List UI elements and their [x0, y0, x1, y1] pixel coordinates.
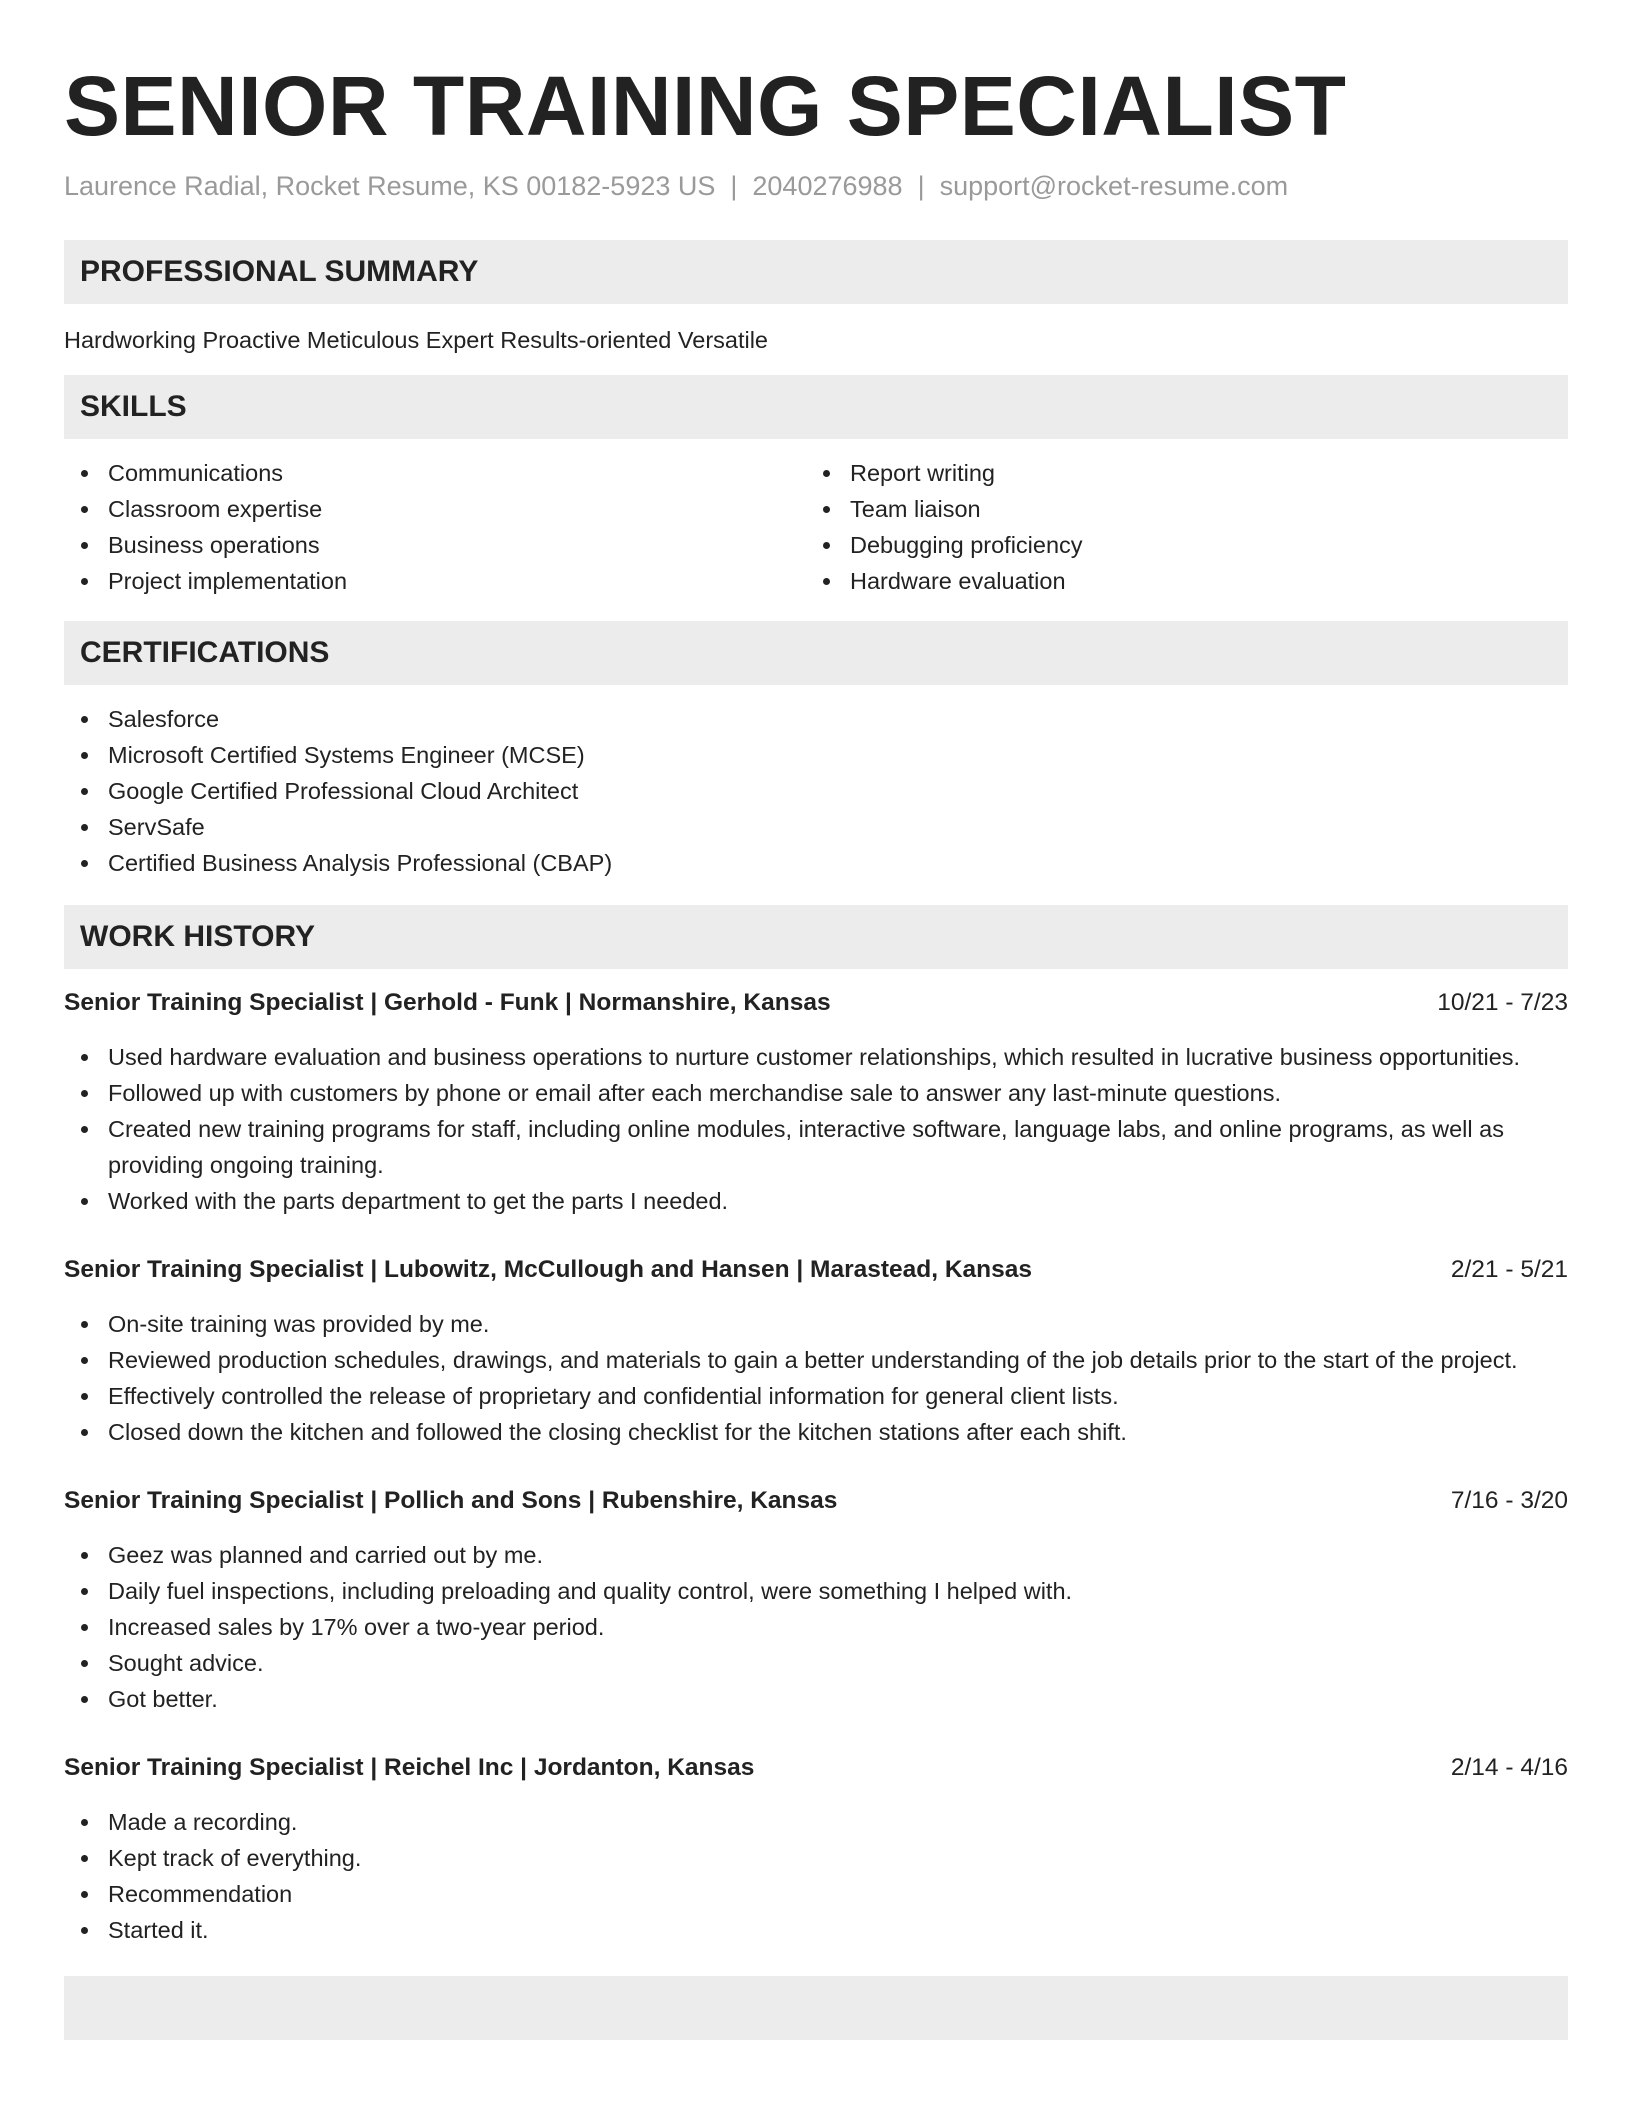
job-bullet: Got better.: [64, 1681, 1568, 1717]
contact-separator: |: [917, 171, 925, 201]
contact-separator: |: [730, 171, 738, 201]
certification-item: Google Certified Professional Cloud Architect: [64, 773, 1568, 809]
job-bullet: Followed up with customers by phone or email after each merchandise sale to answer any last-minute questions.: [64, 1075, 1568, 1111]
summary-section: [64, 240, 1568, 358]
section-heading-summary: PROFESSIONAL SUMMARY: [64, 240, 1568, 304]
certification-item: Salesforce: [64, 701, 1568, 737]
skill-item: Debugging proficiency: [806, 527, 1548, 563]
skill-item: Hardware evaluation: [806, 563, 1548, 599]
job-dates: 2/14 - 4/16: [1450, 1754, 1568, 1781]
job-dates: 10/21 - 7/23: [1437, 989, 1568, 1016]
job-bullet: Increased sales by 17% over a two-year period.: [64, 1609, 1568, 1645]
job-bullets: [64, 1306, 1568, 1450]
job-bullet: Closed down the kitchen and followed the closing checklist for the kitchen stations after each shift.: [64, 1414, 1568, 1450]
job-bullet: Daily fuel inspections, including preloading and quality control, were something I helped with.: [64, 1573, 1568, 1609]
job-title: Senior Training Specialist | Gerhold - Funk | Normanshire, Kansas: [64, 989, 831, 1016]
summary-text: Hardworking Proactive Meticulous Expert Results-oriented Versatile: [64, 327, 769, 353]
skill-item: Team liaison: [806, 491, 1548, 527]
certification-item: Microsoft Certified Systems Engineer (MCSE): [64, 737, 1568, 773]
job-bullet: Kept track of everything.: [64, 1840, 1568, 1876]
certification-item: Certified Business Analysis Professional (CBAP): [64, 845, 1568, 881]
job-title: Senior Training Specialist | Lubowitz, McCullough and Hansen | Marastead, Kansas: [64, 1256, 1033, 1283]
section-heading-work-history: WORK HISTORY: [64, 905, 1568, 969]
job-bullets: [64, 1537, 1568, 1717]
section-heading-skills: SKILLS: [64, 375, 1568, 439]
next-section-band: [64, 1976, 1568, 2040]
job-title: Senior Training Specialist | Reichel Inc | Jordanton, Kansas: [64, 1754, 755, 1781]
job-bullet: Used hardware evaluation and business operations to nurture customer relationships, which resulted in lucrative business opportunities.: [64, 1039, 1568, 1075]
skill-item: Project implementation: [64, 563, 806, 599]
skill-item: Business operations: [64, 527, 806, 563]
job-header: [64, 1750, 1568, 1786]
skills-list-right: [806, 455, 1548, 599]
contact-phone: 2040276988: [752, 171, 903, 201]
contact-line: [64, 168, 1568, 204]
job-bullet: Started it.: [64, 1912, 1568, 1948]
job-bullet: Made a recording.: [64, 1804, 1568, 1840]
job-bullet: Effectively controlled the release of proprietary and confidential information for general client lists.: [64, 1378, 1568, 1414]
resume-title: SENIOR TRAINING SPECIALIST: [64, 59, 1347, 153]
job-bullet: On-site training was provided by me.: [64, 1306, 1568, 1342]
work-history-section: [64, 905, 1568, 2040]
skills-columns: [64, 455, 1568, 599]
job-bullet: Geez was planned and carried out by me.: [64, 1537, 1568, 1573]
skills-section: [64, 375, 1568, 599]
job-entry: [64, 1252, 1568, 1450]
job-bullet: Created new training programs for staff, including online modules, interactive software, language labs, and online programs, as well as providing ongoing training.: [64, 1111, 1568, 1183]
certifications-list: [64, 701, 1568, 881]
job-header: [64, 985, 1568, 1021]
job-bullets: [64, 1039, 1568, 1219]
contact-email: support@rocket-resume.com: [939, 171, 1289, 201]
job-entry: [64, 1750, 1568, 1948]
skill-item: Communications: [64, 455, 806, 491]
job-bullet: Sought advice.: [64, 1645, 1568, 1681]
certifications-section: [64, 621, 1568, 881]
job-dates: 7/16 - 3/20: [1450, 1487, 1568, 1514]
job-dates: 2/21 - 5/21: [1450, 1256, 1568, 1283]
job-bullet: Worked with the parts department to get the parts I needed.: [64, 1183, 1568, 1219]
job-header: [64, 1252, 1568, 1288]
job-bullet: Recommendation: [64, 1876, 1568, 1912]
resume-page: [64, 0, 1568, 2040]
section-heading-certifications: CERTIFICATIONS: [64, 621, 1568, 685]
skill-item: Classroom expertise: [64, 491, 806, 527]
job-bullet: Reviewed production schedules, drawings, and materials to gain a better understanding of the job details prior to the start of the project.: [64, 1342, 1568, 1378]
skill-item: Report writing: [806, 455, 1548, 491]
job-header: [64, 1483, 1568, 1519]
certification-item: ServSafe: [64, 809, 1568, 845]
skills-list-left: [64, 455, 806, 599]
job-bullets: [64, 1804, 1568, 1948]
contact-address: Laurence Radial, Rocket Resume, KS 00182-5923 US: [64, 171, 716, 201]
job-title: Senior Training Specialist | Pollich and Sons | Rubenshire, Kansas: [64, 1487, 838, 1514]
job-entry: [64, 985, 1568, 1219]
job-entry: [64, 1483, 1568, 1717]
